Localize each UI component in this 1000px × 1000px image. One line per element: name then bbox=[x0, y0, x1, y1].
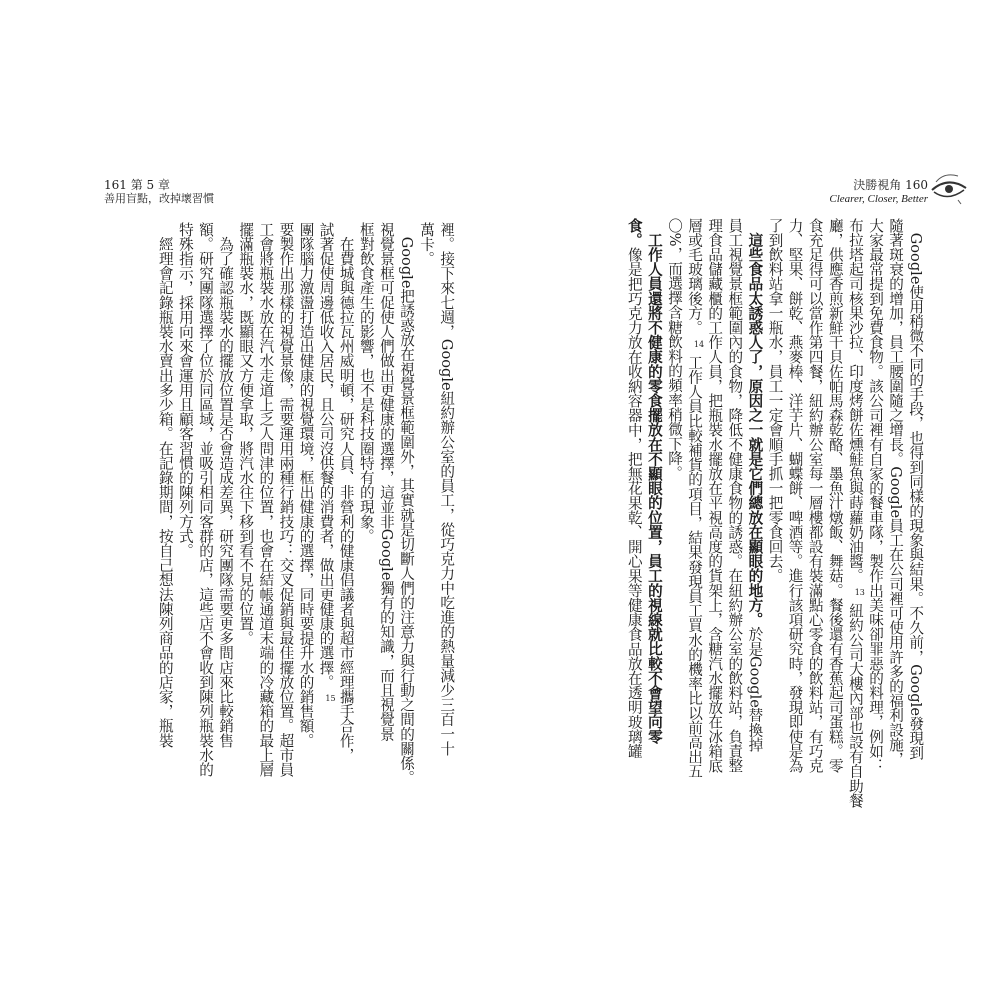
text-column bbox=[845, 218, 865, 978]
footnote-marker: 15 bbox=[325, 694, 336, 704]
text-column bbox=[255, 222, 275, 982]
text-column bbox=[644, 218, 664, 978]
body-text: 層或毛玻璃後方。 bbox=[686, 218, 704, 335]
body-text: 力、堅果、餅乾、燕麥棒、洋芋片、蝴蝶餅、啤酒等。進行該項研究時，發現即使是為 bbox=[786, 218, 804, 773]
left-page-number-chapter: 161 第 5 章 bbox=[104, 178, 170, 192]
text-column bbox=[805, 218, 825, 978]
text-column bbox=[664, 218, 684, 978]
text-column bbox=[436, 222, 456, 982]
body-text: 團隊腦力激盪打造出健康的視覺環境，框出健康的選擇，同時要提升水的銷售額。 bbox=[297, 222, 315, 748]
text-column bbox=[784, 218, 804, 978]
emphasis-text: 這些食品太誘惑人了，原因之一就是它們總放在顯眼的地方。 bbox=[746, 218, 764, 627]
body-text: 工作人員比較補貨的項目，結果發現員工買水的機率比以前高出五 bbox=[686, 355, 704, 779]
text-column bbox=[684, 218, 704, 978]
text-column bbox=[356, 222, 376, 982]
body-text: 要製作出那樣的視覺景像，需要運用兩種行銷技巧：交叉促銷與最佳擺放位置。超市員 bbox=[277, 222, 295, 777]
body-text: 視覺景框可促使人們做出更健康的選擇，這並非Google獨有的知識，而且視覺景 bbox=[377, 222, 395, 742]
body-text: 裡。接下來七週，Google紐約辦公室的員工，從巧克力中吃進的熱量減少三百一十 bbox=[438, 222, 456, 756]
body-text: 工會將瓶裝水放在汽水走道上乏人問津的位置，也會在結帳通道末端的冷藏箱的最上層 bbox=[257, 222, 275, 777]
body-text: 框對飲食產生的影響，也不是科技圈特有的現象。 bbox=[357, 222, 375, 544]
body-text: 〇%，而選擇含糖飲料的頻率稍微下降。 bbox=[666, 218, 683, 481]
left-page-header bbox=[104, 178, 214, 206]
right-page-header bbox=[829, 178, 928, 206]
body-text: 像是把巧克力放在收納容器中，把無花果乾、開心果等健康食品放在透明玻璃罐 bbox=[625, 247, 643, 759]
emphasis-text: 食。 bbox=[625, 218, 643, 248]
body-text: 經理會記錄瓶裝水賣出多少箱。在記錄期間，按自己想法陳列商品的店家，瓶裝 bbox=[156, 222, 174, 748]
body-text: 為了確認瓶裝水的擺放位置是否會造成差異，研究團隊需要更多間店來比較銷售 bbox=[217, 222, 235, 748]
right-page-book-title-number: 決勝視角 160 bbox=[853, 178, 928, 192]
text-column bbox=[885, 218, 905, 978]
body-text: 布拉塔起司核果沙拉、印度烤餅佐燻鮭魚與蒔蘿奶油醬。 bbox=[846, 218, 864, 583]
body-text: 廳，供應香煎新鮮干貝佐帕馬森乾酪、墨魚汁燉飯、舞菇。餐後還有香蕉起司蛋糕。零 bbox=[826, 218, 844, 773]
text-column bbox=[704, 218, 724, 978]
text-column bbox=[865, 218, 885, 978]
text-column bbox=[175, 222, 195, 982]
body-text: 隨著斑衰的增加，員工腰圍隨之增長。Google員工在公司裡可使用許多的福利設施， bbox=[887, 218, 905, 767]
body-text: 萬卡。 bbox=[418, 222, 436, 266]
text-column bbox=[336, 222, 356, 982]
text-column bbox=[396, 222, 416, 982]
text-column bbox=[275, 222, 295, 982]
body-text: 在費城與德拉瓦州威明頓，研究人員、非營利的健康倡議者與超市經理攜手合作， bbox=[337, 222, 355, 763]
body-text: 試著促使周邊低收入居民，且公司沒供餐的消費者，做出更健康的選擇。 bbox=[317, 222, 335, 690]
text-column bbox=[195, 222, 215, 982]
text-column bbox=[825, 218, 845, 978]
body-text: 理食品儲藏櫃的工作人員，把瓶裝水擺放在平視高度的貨架上，含糖汽水擺放在冰箱底 bbox=[706, 218, 724, 773]
text-column bbox=[905, 218, 925, 978]
body-text: Google把誘惑放在視覺景框範圍外，其實就是切斷人們的注意力與行動之間的關係。 bbox=[398, 222, 415, 785]
body-text: 擺滿瓶裝水，既顯眼又方便拿取，將汽水往下移到看不見的位置。 bbox=[237, 222, 255, 646]
text-column bbox=[155, 222, 175, 982]
body-text: 紐約公司大樓內部也設有自助餐 bbox=[846, 603, 864, 808]
right-page-english-title: Clearer, Closer, Better bbox=[829, 193, 928, 205]
text-column bbox=[724, 218, 744, 978]
text-column bbox=[376, 222, 396, 982]
text-column bbox=[215, 222, 235, 982]
text-column bbox=[295, 222, 315, 982]
left-page-chapter-title: 善用盲點，改掉壞習慣 bbox=[104, 192, 214, 205]
text-column bbox=[624, 218, 644, 978]
body-text: 於是Google替換掉 bbox=[746, 626, 764, 752]
footnote-marker: 13 bbox=[854, 588, 865, 597]
body-text: 特殊指示，採用向來會運用且顧客習慣的陳列方式。 bbox=[176, 222, 194, 558]
emphasis-text: 工作人員還將不健康的零食擺放在不顯眼的位置，員工的視線就比較不會望向零 bbox=[645, 218, 663, 744]
text-column bbox=[764, 218, 784, 978]
body-text: 食充足得可以當作第四餐，紐約辦公室每一層樓都設有裝滿點心零食的飲料站，有巧克 bbox=[806, 218, 824, 773]
text-column bbox=[235, 222, 255, 982]
eye-logo-icon bbox=[930, 170, 970, 206]
text-column bbox=[416, 222, 436, 982]
body-text: 了到飲料站拿一瓶水，員工一定會順手抓一把零食回去。 bbox=[766, 218, 784, 583]
body-text: 員工視覺景框範圍內的食物，降低不健康食物的誘惑。在紐約辦公室的飲料站，負責整 bbox=[726, 218, 744, 773]
text-column bbox=[315, 222, 335, 982]
body-text: Google使用稍微不同的手段，也得到同樣的現象與結果。不久前，Google發現到 bbox=[907, 218, 925, 760]
body-text: 額。研究團隊選擇了位於同區域，並吸引相同客群的店，這些店不會收到陳列瓶裝水的 bbox=[197, 222, 214, 777]
text-column bbox=[744, 218, 764, 978]
footnote-marker: 14 bbox=[693, 339, 705, 349]
body-text: 大家最常提到免費食物。該公司裡有自家的餐車隊，製作出美味卻罪惡的料理，例如： bbox=[867, 218, 884, 773]
